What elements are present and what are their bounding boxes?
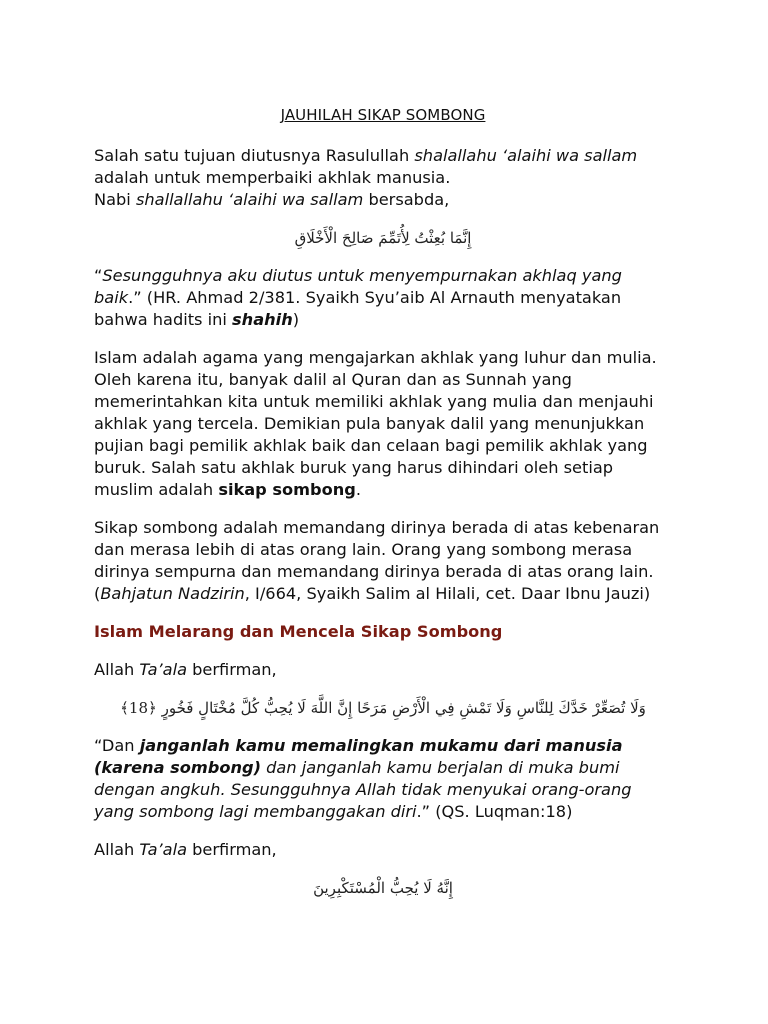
definition-book: Bahjatun Nadzirin — [100, 584, 245, 603]
verse-quote-open: “Dan — [94, 736, 140, 755]
intro-salawat-2: shallallahu ‘alaihi wa sallam — [135, 190, 364, 209]
paragraph-definition — [94, 517, 672, 605]
paragraph-allah-berfirman-1 — [94, 659, 672, 681]
paragraph-allah-berfirman-2 — [94, 839, 672, 861]
paragraph-hadith-translation — [94, 265, 672, 331]
hadith-source: .” (HR. Ahmad 2/381. Syaikh Syu’aib Al Arnauth menyatakan bahwa hadits ini — [94, 288, 622, 329]
firman-text-2: berfirman, — [187, 660, 277, 679]
section-heading: Islam Melarang dan Mencela Sikap Sombong — [94, 622, 503, 641]
arabic-verse-luqman: وَلَا تُصَعِّرْ خَدَّكَ لِلنَّاسِ وَلَا تَمْشِ فِي الْأَرْضِ مَرَحًا إِنَّ اللَّهَ لَا يُحِبُّ كُلَّ مُخْتَالٍ فَخُورٍ ﴿18﴾ — [120, 699, 646, 717]
paragraph-islam-akhlak — [94, 347, 672, 501]
verse-translation: dan janganlah kamu berjalan di muka bumi dengan angkuh. Sesungguhnya Allah tidak menyukai orang-orang yang sombong lagi membanggakan diri — [94, 758, 632, 821]
intro-text-1: Salah satu tujuan diutusnya Rasulullah — [94, 146, 415, 165]
intro-text-3: Nabi — [94, 190, 136, 209]
firman-text-4: berfirman, — [187, 840, 277, 859]
definition-source: , I/664, Syaikh Salim al Hilali, cet. Daar Ibnu Jauzi) — [244, 584, 651, 603]
firman-text-3: Allah — [94, 840, 140, 859]
akhlak-emphasis: sikap sombong — [218, 480, 356, 499]
firman-text-1: Allah — [94, 660, 140, 679]
hadith-grade: shahih — [232, 310, 293, 329]
paragraph-intro — [94, 145, 672, 211]
verse-source: .” (QS. Luqman:18) — [416, 802, 573, 821]
firman-taala-2: Ta’ala — [139, 840, 187, 859]
definition-text: Sikap sombong adalah memandang dirinya berada di atas kebenaran dan merasa lebih di atas orang lain. Orang yang sombong merasa dirinya sempurna dan memandang dirinya berada di atas orang lain. ( — [94, 518, 660, 603]
intro-text-4: bersabda, — [363, 190, 450, 209]
paragraph-verse-translation — [94, 735, 672, 823]
page-title: JAUHILAH SIKAP SOMBONG — [280, 106, 486, 124]
verse-emphasis: janganlah kamu memalingkan mukamu dari manusia (karena sombong) — [94, 736, 623, 777]
akhlak-text: Islam adalah agama yang mengajarkan akhlak yang luhur dan mulia. Oleh karena itu, banyak dalil al Quran dan as Sunnah yang memerintahkan kita untuk memiliki akhlak yang mulia dan menjauhi akhlak yang tercela. Demikian pula banyak dalil yang menunjukkan pujian bagi pemilik akhlak baik dan celaan bagi pemilik akhlak yang buruk. Salah satu akhlak buruk yang harus dihindari oleh setiap muslim adalah — [94, 348, 657, 499]
quote-close: ) — [292, 310, 300, 329]
firman-taala-1: Ta’ala — [139, 660, 187, 679]
arabic-hadith: إِنَّمَا بُعِثْتُ لِأُتَمِّمَ صَالِحَ الْأَخْلَاقِ — [294, 229, 472, 247]
arabic-verse-mustakbirin: إِنَّهُ لَا يُحِبُّ الْمُسْتَكْبِرِينَ — [313, 879, 453, 897]
intro-salawat-1: shalallahu ‘alaihi wa sallam — [414, 146, 638, 165]
akhlak-end: . — [355, 480, 362, 499]
quote-open: “ — [94, 266, 103, 285]
hadith-translation: Sesungguhnya aku diutus untuk menyempurnakan akhlaq yang baik — [94, 266, 622, 307]
intro-text-2: adalah untuk memperbaiki akhlak manusia. — [94, 168, 451, 187]
